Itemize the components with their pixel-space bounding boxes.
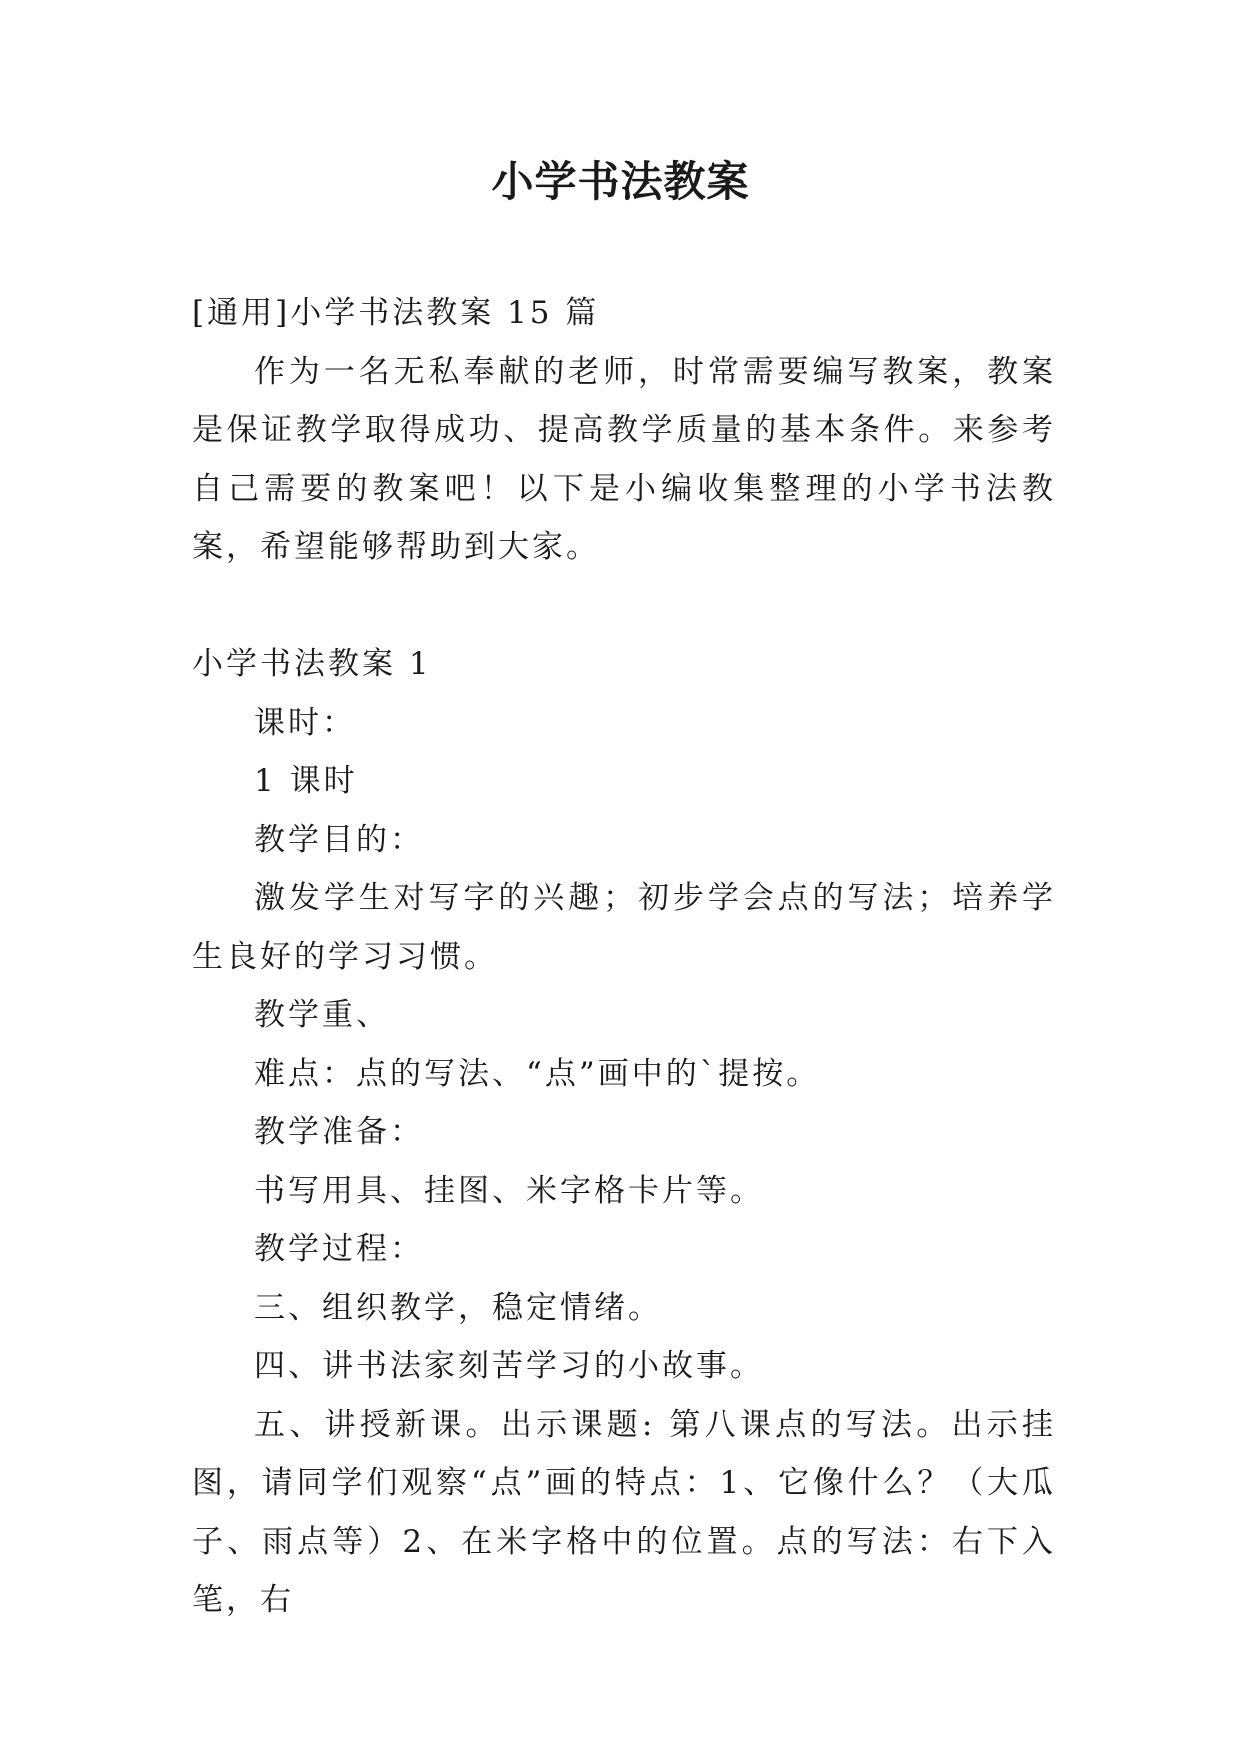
section-heading: 小学书法教案 1 [192,646,432,682]
process-step-3: 三、组织教学，稳定情绪。 [254,1289,662,1326]
lesson-hours-value: 1 课时 [254,763,358,799]
key-points-label: 教学重、 [254,997,390,1033]
document-title: 小学书法教案 [491,157,750,206]
teaching-goal-text: 激发学生对写字的兴趣；初步学会点的写法；培养学生良好的学习习惯。 [192,880,1056,975]
lesson-hours-label: 课时： [254,704,356,741]
document-body [192,284,1056,1630]
process-label: 教学过程： [254,1231,424,1267]
teaching-goal-label: 教学目的： [254,821,424,858]
preparation-label: 教学准备： [254,1114,424,1150]
intro-paragraph: 作为一名无私奉献的老师，时常需要编写教案，教案是保证教学取得成功、提高教学质量的基本条件。来参考自己需要的教案吧！以下是小编收集整理的小学书法教案，希望能够帮助到大家。 [192,353,1056,565]
preparation-text: 书写用具、挂图、米字格卡片等。 [254,1172,764,1209]
difficult-points-text: 难点：点的写法、“点”画中的`提按。 [254,1055,821,1092]
process-step-4: 四、讲书法家刻苦学习的小故事。 [254,1348,764,1384]
document-subtitle: [通用]小学书法教案 15 篇 [192,295,600,331]
section-spacer [192,577,1056,636]
process-step-5: 五、讲授新课。出示课题: 第八课点的写法。出示挂图，请同学们观察“点”画的特点：1、它像什么？（大瓜子、雨点等）2、在米字格中的位置。点的写法：右下入笔，右 [192,1406,1056,1618]
